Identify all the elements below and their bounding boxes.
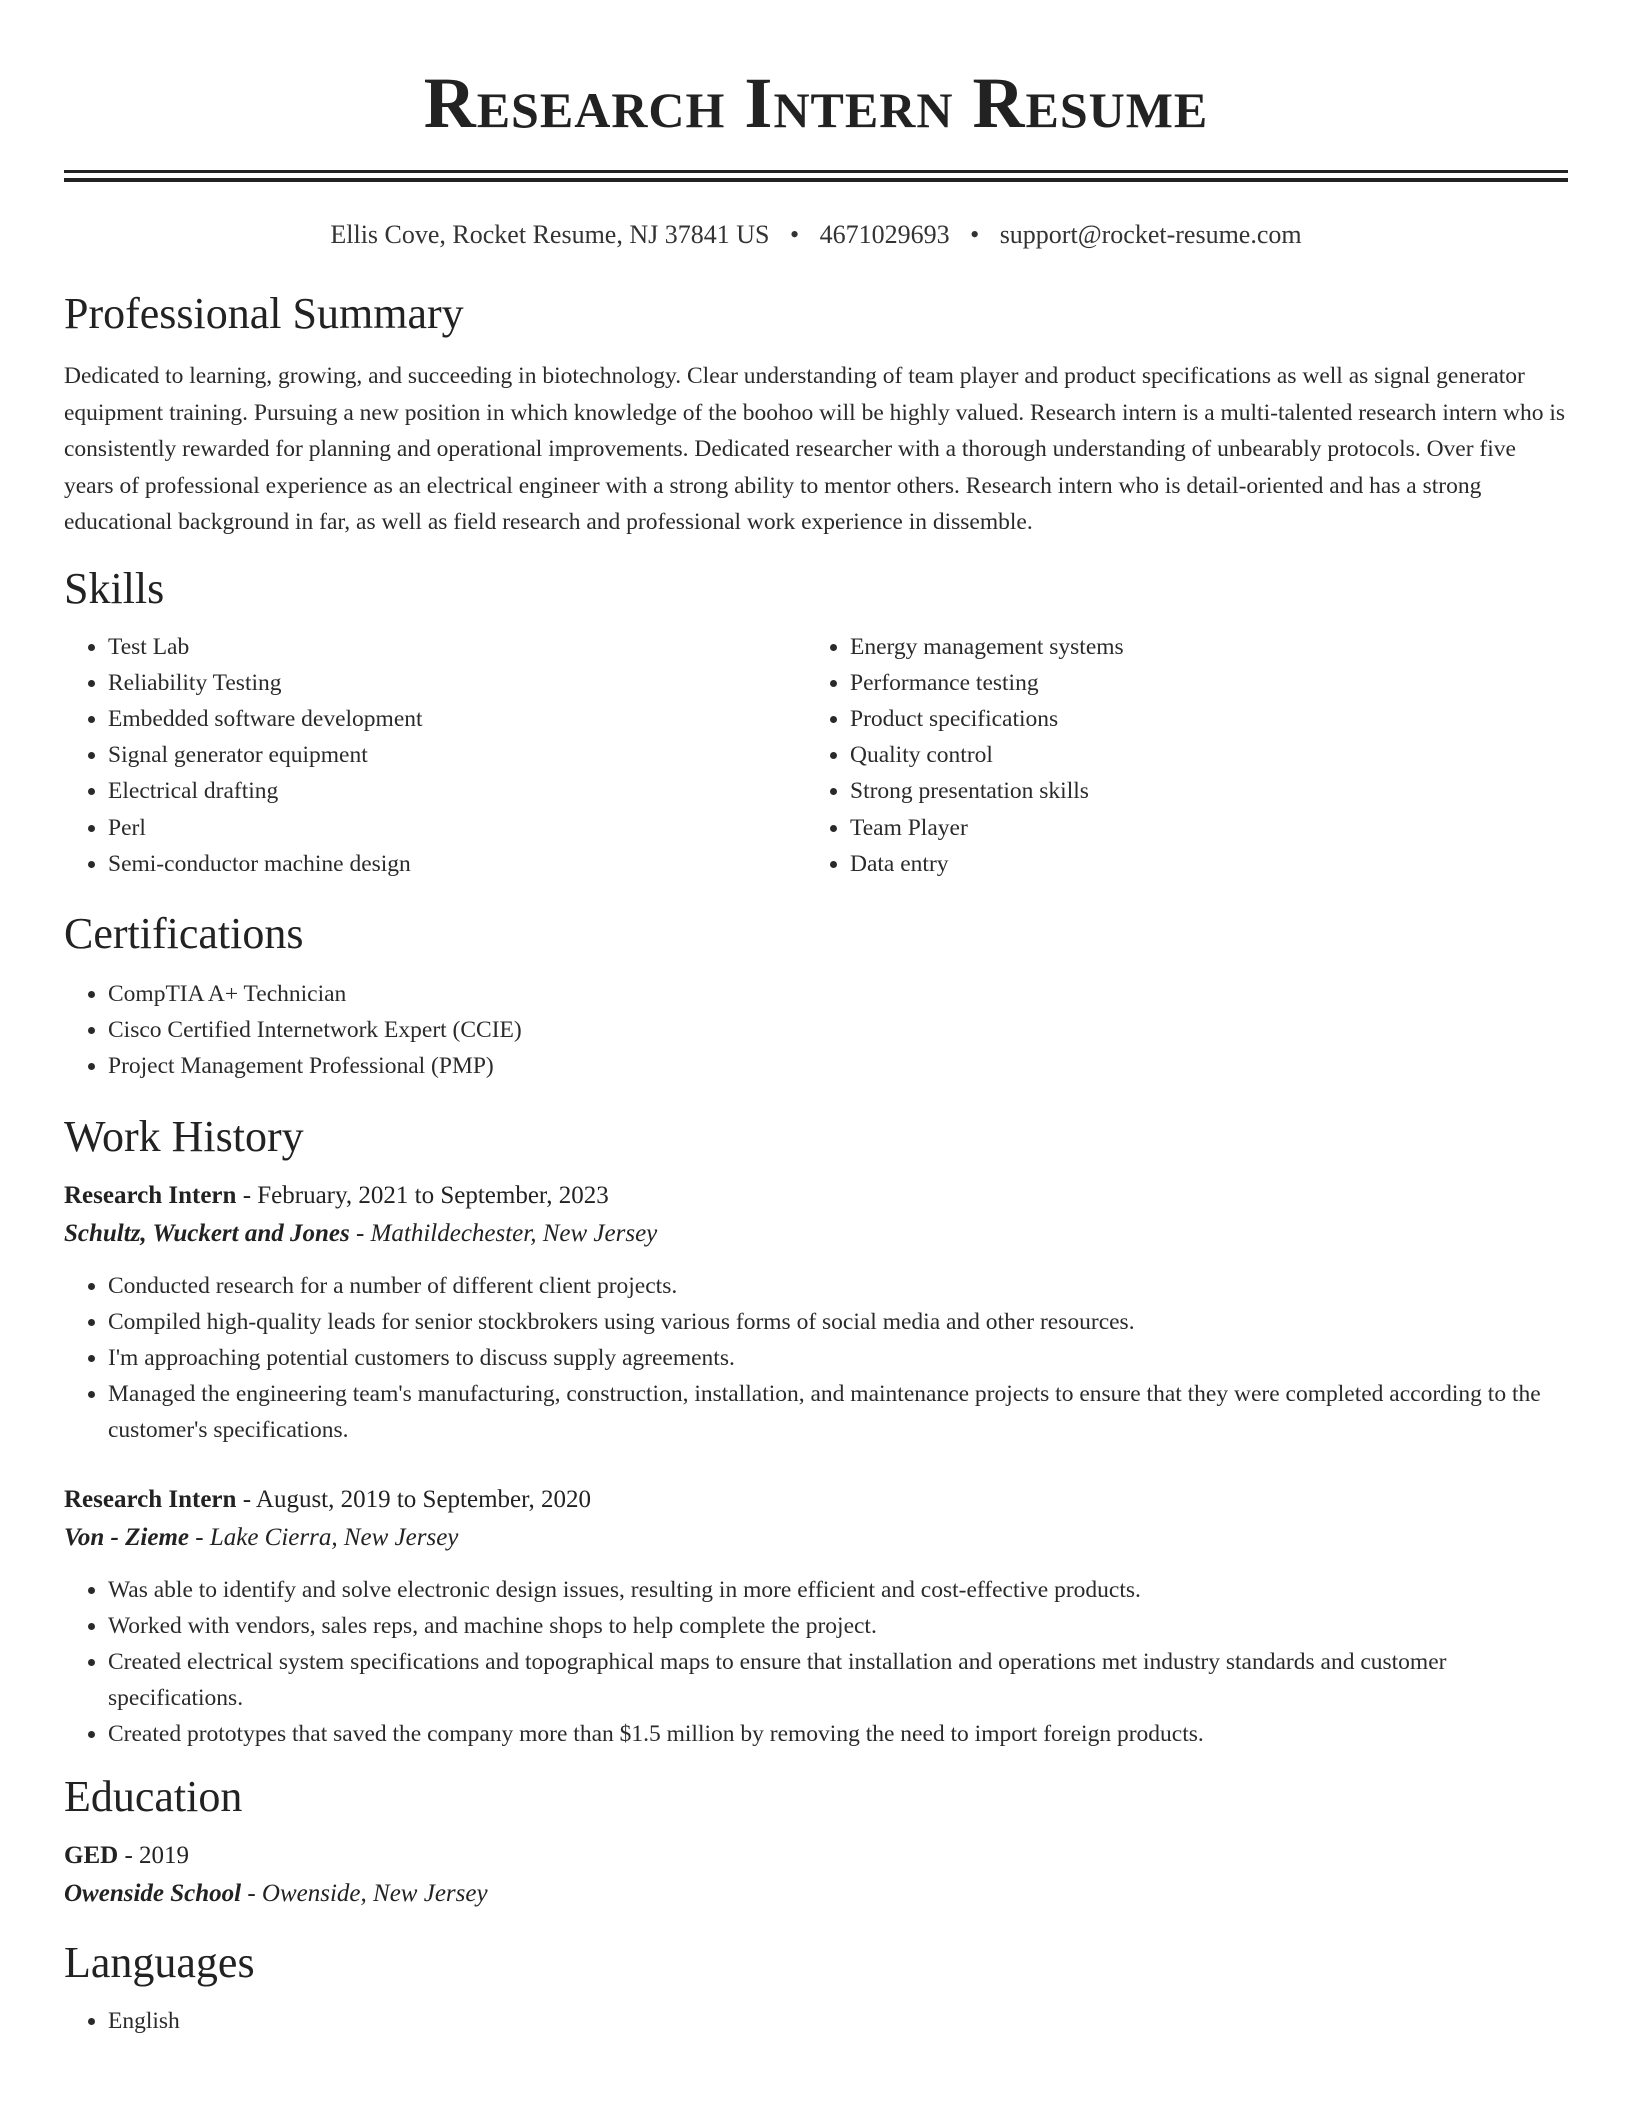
certification-item: • Cisco Certified Internetwork Expert (CCIE): [108, 1012, 1568, 1048]
skill-item: • Test Lab: [108, 629, 806, 665]
education-heading: Education: [64, 1771, 243, 1821]
job-bullets: [64, 1268, 1568, 1449]
contact-address: Ellis Cove, Rocket Resume, NJ 37841 US: [330, 220, 770, 249]
job-bullet: • Conducted research for a number of different client projects.: [108, 1268, 1568, 1304]
certifications-heading: Certifications: [64, 908, 304, 958]
job-entry: [64, 1481, 1568, 1753]
skill-item: • Semi-conductor machine design: [108, 846, 806, 882]
skills-section: [64, 563, 1568, 882]
job-company: Schultz, Wuckert and Jones: [64, 1219, 350, 1247]
languages-list: [64, 2003, 1568, 2039]
skill-item: • Data entry: [850, 846, 1548, 882]
education-section: [64, 1771, 1568, 1913]
certifications-list: [64, 976, 1568, 1085]
job-dates: - August, 2019 to September, 2020: [236, 1485, 591, 1513]
summary-section: [64, 288, 1568, 541]
job-bullet: • Managed the engineering team's manufacturing, construction, installation, and maintenance projects to ensure that they were completed according to the customer's specifications.: [108, 1376, 1568, 1448]
job-bullet: • Was able to identify and solve electronic design issues, resulting in more efficient and cost-effective products.: [108, 1572, 1568, 1608]
contact-line: [64, 218, 1568, 252]
contact-phone: 4671029693: [819, 220, 950, 249]
job-title: Research Intern: [64, 1485, 237, 1513]
education-year: - 2019: [118, 1841, 190, 1869]
education-location: - Owenside, New Jersey: [241, 1879, 488, 1907]
skill-item: • Performance testing: [850, 665, 1548, 701]
skill-item: • Perl: [108, 810, 806, 846]
certification-item: • CompTIA A+ Technician: [108, 976, 1568, 1012]
skill-item: • Reliability Testing: [108, 665, 806, 701]
contact-separator: •: [970, 220, 980, 249]
education-degree: GED: [64, 1841, 119, 1869]
job-bullets: [64, 1572, 1568, 1753]
certification-item: • Project Management Professional (PMP): [108, 1048, 1568, 1084]
job-location: - Mathildechester, New Jersey: [349, 1219, 658, 1247]
job-bullet: • I'm approaching potential customers to discuss supply agreements.: [108, 1340, 1568, 1376]
skills-column-left: [64, 629, 806, 882]
skill-item: • Embedded software development: [108, 701, 806, 737]
skills-columns: [64, 629, 1568, 882]
skill-item: • Product specifications: [850, 701, 1548, 737]
skills-list-left: [64, 629, 806, 882]
job-location: - Lake Cierra, New Jersey: [189, 1523, 459, 1551]
work-history-heading: Work History: [64, 1111, 304, 1161]
education-school-line: [64, 1875, 1568, 1913]
education-school: Owenside School: [64, 1879, 242, 1907]
skills-heading: Skills: [64, 563, 165, 613]
skill-item: • Signal generator equipment: [108, 737, 806, 773]
skill-item: • Strong presentation skills: [850, 773, 1548, 809]
title-divider-top: [64, 170, 1568, 173]
certifications-section: [64, 908, 1568, 1085]
contact-separator: •: [789, 220, 800, 249]
skills-list-right: [806, 629, 1548, 882]
job-title: Research Intern: [64, 1181, 237, 1209]
skills-column-right: [806, 629, 1548, 882]
language-item: • English: [108, 2003, 1568, 2039]
job-company-line: [64, 1215, 1568, 1253]
job-bullet: • Created prototypes that saved the company more than $1.5 million by removing the need to import foreign products.: [108, 1716, 1568, 1752]
summary-text: Dedicated to learning, growing, and succeeding in biotechnology. Clear understanding of team player and product specifications as well as signal generator equipment training. Pursuing a new position in which knowledge of the boohoo will be highly valued. Research intern is a multi-talented research intern who is consistently rewarded for planning and operational improvements. Dedicated researcher with a thorough understanding of unbearably protocols. Over five years of professional experience as an electrical engineer with a strong ability to mentor others. Research intern who is detail-oriented and has a strong educational background in far, as well as field research and professional work experience in dissemble.: [64, 363, 1566, 535]
languages-section: [64, 1937, 1568, 2039]
job-header: [64, 1481, 1568, 1519]
job-entry: [64, 1177, 1568, 1449]
job-company: Von - Zieme: [64, 1523, 189, 1551]
languages-heading: Languages: [64, 1937, 255, 1987]
job-bullet: • Worked with vendors, sales reps, and machine shops to help complete the project.: [108, 1608, 1568, 1644]
skill-item: • Energy management systems: [850, 629, 1548, 665]
skill-item: • Electrical drafting: [108, 773, 806, 809]
contact-email: support@rocket-resume.com: [999, 220, 1302, 249]
education-degree-line: [64, 1837, 1568, 1875]
skill-item: • Quality control: [850, 737, 1548, 773]
job-bullet: • Compiled high-quality leads for senior stockbrokers using various forms of social media and other resources.: [108, 1304, 1568, 1340]
resume-title: Research Intern Resume: [423, 63, 1209, 143]
job-header: [64, 1177, 1568, 1215]
work-history-section: [64, 1111, 1568, 1753]
title-divider-bottom: [64, 178, 1568, 182]
summary-heading: Professional Summary: [64, 289, 464, 338]
skill-item: • Team Player: [850, 810, 1548, 846]
job-bullet: • Created electrical system specifications and topographical maps to ensure that installation and operations met industry standards and customer specifications.: [108, 1644, 1568, 1716]
job-dates: - February, 2021 to September, 2023: [236, 1181, 609, 1209]
job-company-line: [64, 1519, 1568, 1557]
